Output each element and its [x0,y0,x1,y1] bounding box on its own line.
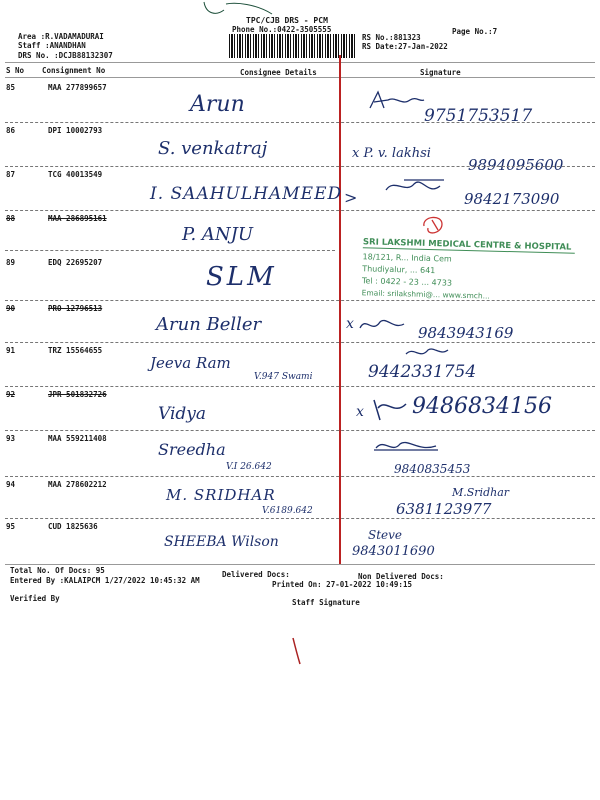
pen-scribble-top [196,0,276,22]
hospital-stamp [361,237,575,325]
delivered-docs: Delivered Docs: [222,570,290,579]
row-89-consignee-name: SLM [206,262,277,292]
row-90-consignee-name: Arun Beller [156,314,262,335]
row-95-consignee-name: SHEEBA Wilson [164,534,279,550]
row-87-signature-scribble [384,174,454,202]
row-89-sno: 89 [6,258,16,267]
table-bottom-rule [5,564,595,565]
row-93-consignee-name: Sreedha [158,440,226,459]
stamp-line-1: SRI LAKSHMI MEDICAL CENTRE & HOSPITAL [363,237,575,254]
stamp-line-5: Email: srilakshmi@... www.smch... [361,288,490,301]
row-divider [5,210,595,211]
row-divider [5,122,595,123]
row-94-consignee-name: M. SRIDHAR [166,486,276,504]
row-93-signature-scribble [372,436,442,458]
staff-label: Staff :ANANDHAN [18,41,86,50]
row-92-consignee-name: Vidya [158,404,207,424]
entered-by: Entered By :KALAIPCM 1/27/2022 10:45:32 AM [10,576,200,585]
row-86-sno: 86 [6,126,16,135]
total-docs: Total No. Of Docs: 95 [10,566,105,575]
row-85-sno: 85 [6,83,16,92]
row-91-sno: 91 [6,346,16,355]
row-95-phone: 9843011690 [352,544,435,559]
row-divider [5,300,595,301]
row-94-sno: 94 [6,480,16,489]
row-divider [5,386,595,387]
row-94-phone: 6381123977 [396,500,492,518]
row-92-sno: 92 [6,390,16,399]
row-86-phone: 9894095600 [468,156,564,174]
row-93-consignment: MAA 559211408 [48,434,107,443]
barcode-image [229,34,357,58]
printed-on: Printed On: 27-01-2022 10:49:15 [272,580,412,589]
phone-number: Phone No.:0422-3505555 [232,25,332,34]
verified-by: Verified By [10,594,60,603]
column-sno: S No [6,66,25,75]
row-divider [5,476,595,477]
row-92-phone: 9486834156 [412,394,552,419]
row-90-consignment: PRO 12796513 [48,304,103,313]
red-margin-line [339,55,341,565]
row-91-consignee-sub: V.947 Swami [254,372,313,382]
non-delivered-docs: Non Delivered Docs: [358,572,444,581]
row-90-signature-scribble [358,314,408,336]
row-87-arrow: > [344,188,358,207]
row-88-sno: 88 [6,214,16,223]
row-95-signature: Steve [368,528,403,542]
row-86-consignee-name: S. venkatraj [158,138,268,159]
row-86-signature: x P. v. lakhsi [352,146,431,161]
stamp-line-4: Tel : 0422 - 23 ... 4733 [361,276,453,288]
row-94-consignment: MAA 278602212 [48,480,107,489]
row-92-signature-scribble [370,396,410,422]
row-90-phone: 9843943169 [418,324,514,342]
row-91-consignment: TRZ 15564655 [48,346,103,355]
row-93-sno: 93 [6,434,16,443]
row-88-consignee-name: P. ANJU [182,224,254,245]
document-title: TPC/CJB DRS - PCM [246,16,328,25]
row-90-sno: 90 [6,304,16,313]
row-93-consignee-sub: V.I 26.642 [226,462,272,472]
row-92-consignment: JPR 501832726 [48,390,107,399]
staff-signature: Staff Signature [292,598,360,607]
row-85-signature-scribble [366,88,426,112]
row-94-signature: M.Sridhar [452,486,510,499]
row-89-consignment: EDQ 22695207 [48,258,103,267]
row-92-signature-x: x [356,404,364,420]
row-90-signature-x: x [346,316,354,332]
row-94-consignee-sub: V.6189.642 [262,506,313,516]
row-95-consignment: CUD 1825636 [48,522,98,531]
row-87-consignee-name: I. SAAHULHAMEED [150,184,343,204]
column-consignment: Consignment No [42,66,106,75]
stamp-line-3: Thudiyalur, ... 641 [362,264,436,276]
row-87-sno: 87 [6,170,16,179]
row-85-consignee-name: Arun [190,92,245,117]
row-85-phone: 9751753517 [424,106,533,126]
row-91-signature-scribble [404,344,450,362]
row-divider [5,166,595,167]
row-87-consignment: TCG 40013549 [48,170,103,179]
rs-date: RS Date:27-Jan-2022 [362,42,448,51]
row-divider [5,342,595,343]
row-divider [5,250,335,251]
page-number: Page No.:7 [452,27,498,36]
row-88-red-mark [418,212,448,240]
row-91-consignee-name: Jeeva Ram [150,354,231,372]
row-91-phone: 9442331754 [368,362,477,382]
row-93-phone: 9840835453 [394,462,471,476]
red-pen-mark [290,636,304,666]
row-86-consignment: DPI 10002793 [48,126,103,135]
row-85-consignment: MAA 277899657 [48,83,107,92]
header-rule-top [5,62,595,63]
row-88-consignment: MAA 286895161 [48,214,107,223]
row-87-phone: 9842173090 [464,190,560,208]
header-rule-bottom [5,77,595,78]
drs-number: DRS No. :DCJB88132307 [18,51,113,60]
area-label: Area :R.VADAMADURAI [18,32,104,41]
rs-number: RS No.:881323 [362,33,421,42]
row-95-sno: 95 [6,522,16,531]
row-divider [5,518,595,519]
row-divider [5,430,595,431]
column-signature: Signature [420,68,461,77]
stamp-line-2: 18/121, R... India Cem [362,252,452,264]
column-consignee: Consignee Details [240,68,317,77]
